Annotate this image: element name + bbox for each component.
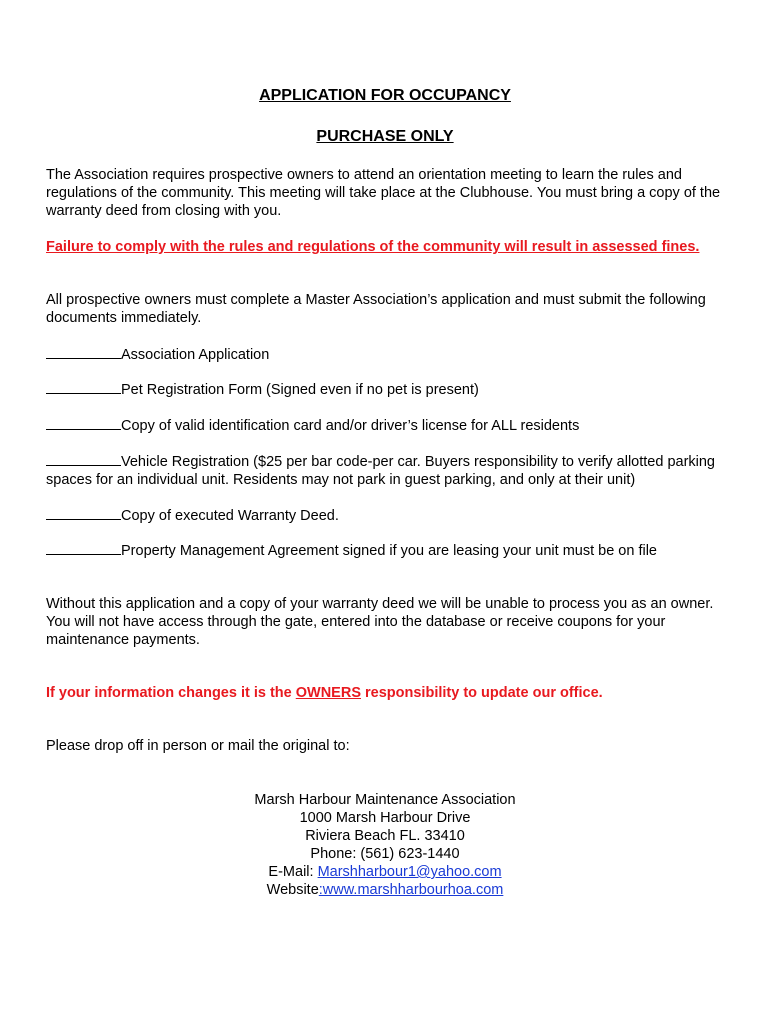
checkbox-blank-line[interactable] <box>46 506 121 520</box>
checklist-item-label: Copy of executed Warranty Deed. <box>121 508 339 524</box>
owners-notice-emphasis: OWNERS <box>295 685 361 701</box>
checklist-item-label: Property Management Agreement signed if you are leasing your unit must be on file <box>121 543 657 559</box>
email-link[interactable]: Marshharbour1@yahoo.com <box>317 864 502 880</box>
mailing-address-block <box>0 791 770 899</box>
checklist-item-label: Association Application <box>121 347 270 363</box>
checkbox-blank-line[interactable] <box>46 541 121 555</box>
website-link[interactable]: :www.marshharbourhoa.com <box>318 882 504 898</box>
checklist-item <box>46 541 736 560</box>
street-address: 1000 Marsh Harbour Drive <box>299 810 471 826</box>
fines-warning: Failure to comply with the rules and regulations of the community will result in assessed fines. <box>46 239 700 255</box>
checkbox-blank-line[interactable] <box>46 380 121 394</box>
checklist-item-label: Copy of valid identification card and/or driver’s license for ALL residents <box>121 418 580 434</box>
association-name: Marsh Harbour Maintenance Association <box>254 792 516 808</box>
checklist-item <box>46 345 736 364</box>
page-subtitle: PURCHASE ONLY <box>316 128 454 145</box>
without-application-paragraph: Without this application and a copy of your warranty deed we will be unable to process you as an owner. You will not have access through the gate, entered into the database or receive coupons for your maintenance payments. <box>46 596 714 648</box>
website-label: Website <box>266 882 319 898</box>
owners-notice <box>46 684 736 702</box>
checklist-item-label: Pet Registration Form (Signed even if no pet is present) <box>121 382 479 398</box>
checkbox-blank-line[interactable] <box>46 416 121 430</box>
checklist-item <box>46 506 736 525</box>
email-label: E-Mail: <box>268 864 318 880</box>
checklist-item <box>46 416 736 435</box>
checkbox-blank-line[interactable] <box>46 345 121 359</box>
checklist-item <box>46 452 736 489</box>
checklist-item-label: Vehicle Registration ($25 per bar code-per car. Buyers responsibility to verify allotted parking spaces for an individual unit. Residents may not park in guest parking, and only at their unit) <box>46 454 715 488</box>
page-title: APPLICATION FOR OCCUPANCY <box>259 87 511 104</box>
website-line <box>0 881 770 899</box>
phone-number: Phone: (561) 623-1440 <box>310 846 460 862</box>
email-line <box>0 863 770 881</box>
checkbox-blank-line[interactable] <box>46 452 121 466</box>
owners-notice-after: responsibility to update our office. <box>361 685 603 701</box>
requirements-intro: All prospective owners must complete a Master Association’s application and must submit the following documents immediately. <box>46 292 706 326</box>
checklist-item <box>46 380 736 399</box>
owners-notice-before: If your information changes it is the <box>46 685 296 701</box>
intro-paragraph: The Association requires prospective owners to attend an orientation meeting to learn the rules and regulations of the community. This meeting will take place at the Clubhouse. You must bring a copy of the warranty deed from closing with you. <box>46 167 721 219</box>
dropoff-instruction: Please drop off in person or mail the original to: <box>46 738 350 754</box>
city-state-zip: Riviera Beach FL. 33410 <box>305 828 465 844</box>
